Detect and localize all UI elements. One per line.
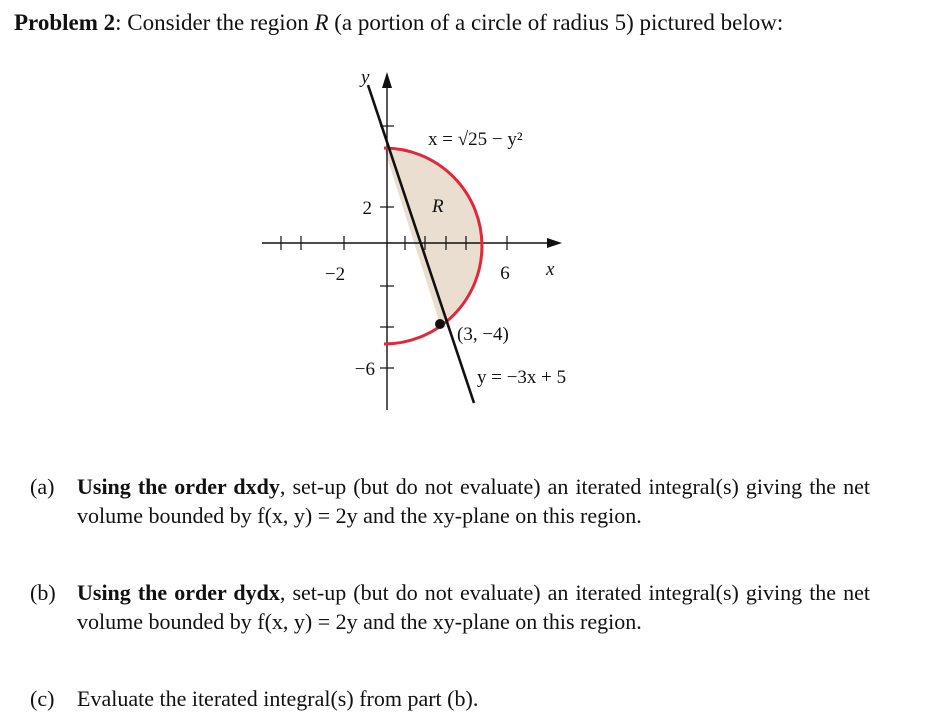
tick-label-y-neg: −6 bbox=[354, 359, 375, 380]
part-a-body bbox=[77, 472, 870, 530]
line-label: y = −3x + 5 bbox=[477, 367, 567, 388]
part-a-order: Using the order dxdy bbox=[77, 474, 280, 499]
point-label: (3, −4) bbox=[457, 324, 509, 345]
part-b-text: , set-up (but do not evaluate) an iterated integral(s) giving the net volume bounded by f(x, y) = 2y and the xy-plane on this region. bbox=[77, 580, 870, 634]
part-a bbox=[30, 472, 870, 530]
region-symbol: R bbox=[314, 10, 329, 35]
tick-label-x-neg: −2 bbox=[324, 264, 346, 285]
part-c-text: Evaluate the iterated integral(s) from part (b). bbox=[77, 686, 479, 711]
part-c-marker: (c) bbox=[30, 686, 55, 711]
y-axis-arrow bbox=[382, 72, 392, 88]
part-b-order: Using the order dydx bbox=[77, 580, 280, 605]
problem-statement-intro: : Consider the region bbox=[115, 10, 315, 35]
part-a-marker: (a) bbox=[30, 474, 55, 499]
axis-y-label: y bbox=[361, 67, 370, 88]
part-b bbox=[30, 578, 870, 636]
region-label: R bbox=[432, 196, 444, 217]
part-b-body bbox=[77, 578, 870, 636]
part-b-marker: (b) bbox=[30, 580, 56, 605]
part-c-body bbox=[77, 684, 870, 713]
intersection-point bbox=[435, 319, 445, 329]
tick-label-y-pos: 2 bbox=[362, 198, 372, 219]
tick-label-x-pos: 6 bbox=[500, 263, 510, 284]
x-axis-arrow bbox=[547, 238, 562, 248]
part-a-text: , set-up (but do not evaluate) an iterated integral(s) giving the net volume bounded by f(x, y) = 2y and the xy-plane on this region. bbox=[77, 474, 870, 528]
curve-label: x = √25 − y² bbox=[428, 129, 523, 150]
axis-x-label: x bbox=[546, 259, 555, 280]
part-c bbox=[30, 684, 870, 713]
problem-statement-rest: (a portion of a circle of radius 5) pictured below: bbox=[328, 10, 784, 35]
problem-label: Problem 2 bbox=[14, 10, 116, 35]
